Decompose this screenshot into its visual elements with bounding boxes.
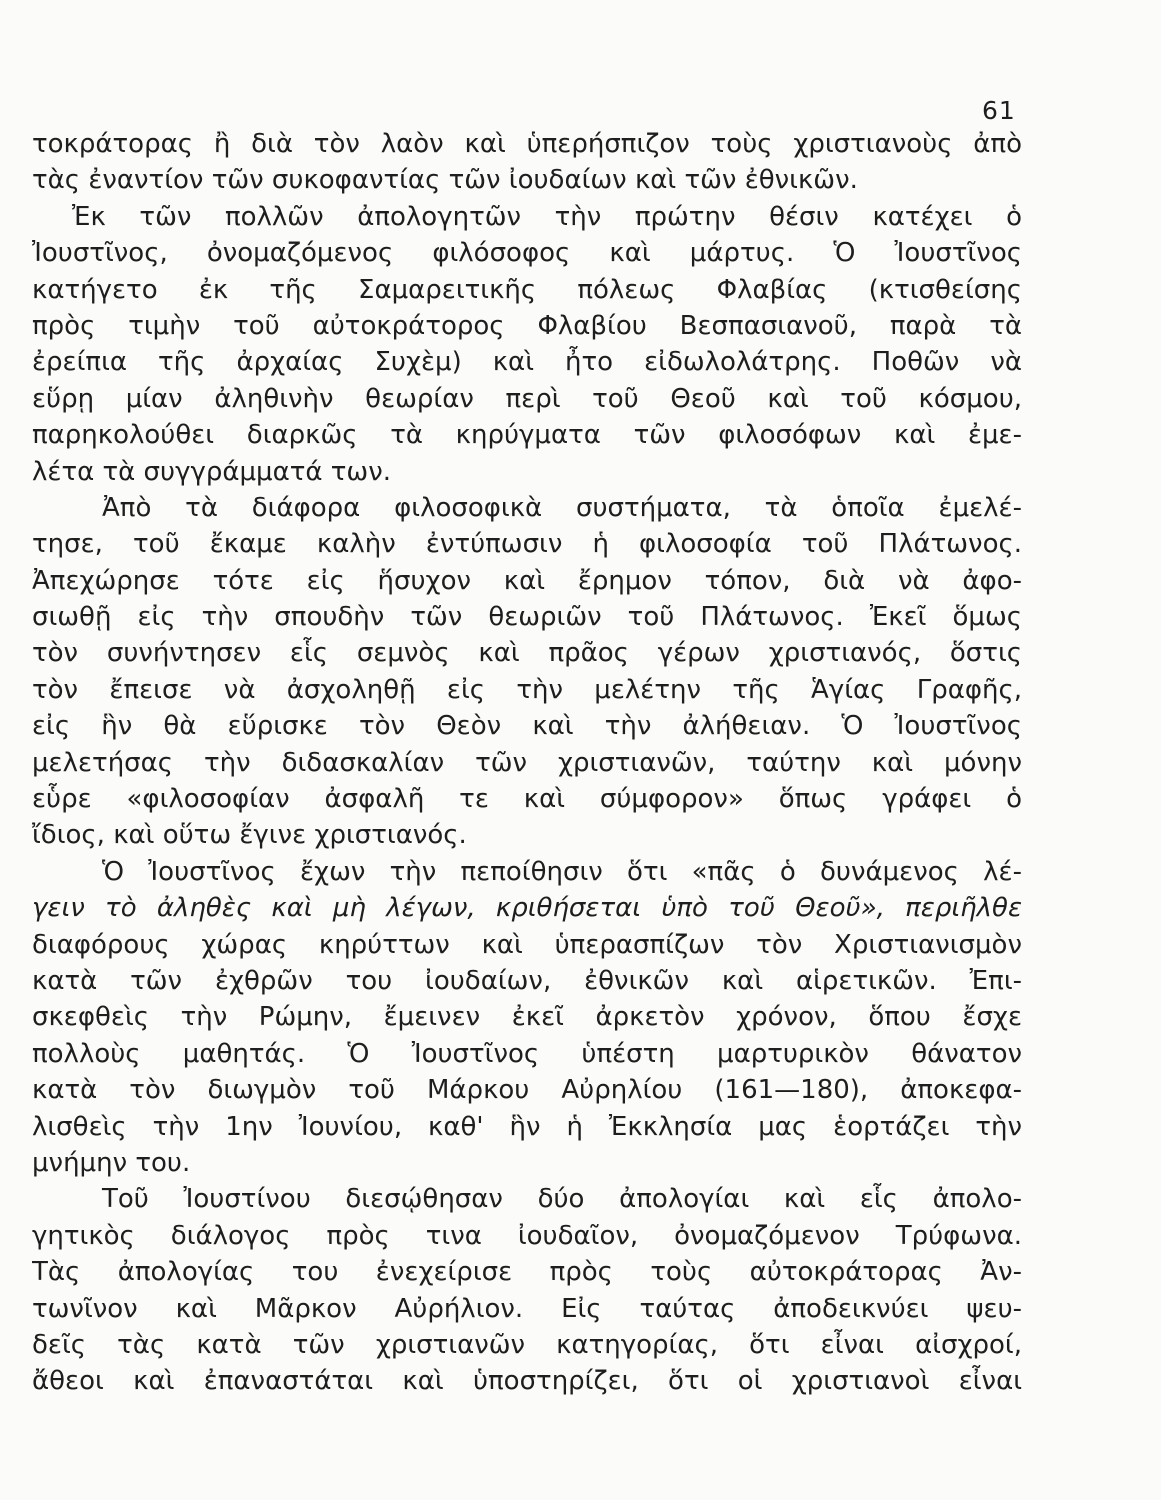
body-text bbox=[32, 126, 1022, 1400]
text-line: δεῖς τὰς κατὰ τῶν χριστιανῶν κατηγορίας, ὅτι εἶναι αἰσχροί, bbox=[32, 1329, 1022, 1360]
text-line: τὸν ἔπεισε νὰ ἀσχοληθῇ εἰς τὴν μελέτην τῆς Ἁγίας Γραφῆς, bbox=[32, 674, 1022, 705]
text-line: σιωθῇ εἰς τὴν σπουδὴν τῶν θεωριῶν τοῦ Πλάτωνος. Ἐκεῖ ὅμως bbox=[32, 602, 1022, 633]
text-line: ἄθεοι καὶ ἐπαναστάται καὶ ὑποστηρίζει, ὅτι οἱ χριστιανοὶ εἶναι bbox=[32, 1366, 1022, 1397]
text-line: τησε, τοῦ ἔκαμε καλὴν ἐντύπωσιν ἡ φιλοσοφία τοῦ Πλάτωνος. bbox=[32, 529, 1022, 560]
text-line: κατήγετο ἐκ τῆς Σαμαρειτικῆς πόλεως Φλαβίας (κτισθείσης bbox=[32, 274, 1022, 305]
text-line: τωνῖνον καὶ Μᾶρκον Αὐρήλιον. Εἰς ταύτας ἀποδεικνύει ψευ- bbox=[32, 1293, 1022, 1324]
text-line: κατὰ τῶν ἐχθρῶν του ἰουδαίων, ἐθνικῶν καὶ αἱρετικῶν. Ἐπι- bbox=[32, 965, 1022, 996]
text-line: εἰς ἣν θὰ εὕρισκε τὸν Θεὸν καὶ τὴν ἀλήθειαν. Ὁ Ἰουστῖνος bbox=[32, 711, 1022, 742]
text-line: εὗρε «φιλοσοφίαν ἀσφαλῆ τε καὶ σύμφορον» ὅπως γράφει ὁ bbox=[32, 784, 1022, 815]
text-line: Ὁ Ἰουστῖνος ἔχων τὴν πεποίθησιν ὅτι «πᾶς ὁ δυνάμενος λέ- bbox=[102, 856, 1022, 887]
text-line: ἴδιος, καὶ οὕτω ἔγινε χριστιανός. bbox=[32, 820, 467, 851]
text-line: μελετήσας τὴν διδασκαλίαν τῶν χριστιανῶν, ταύτην καὶ μόνην bbox=[32, 747, 1022, 778]
text-line: Ἐκ τῶν πολλῶν ἀπολογητῶν τὴν πρώτην θέσιν κατέχει ὁ bbox=[72, 201, 1022, 232]
text-line: διαφόρους χώρας κηρύττων καὶ ὑπερασπίζων τὸν Χριστιανισμὸν bbox=[32, 929, 1022, 960]
text-line: τοκράτορας ἢ διὰ τὸν λαὸν καὶ ὑπερήσπιζον τοὺς χριστιανοὺς ἀπὸ bbox=[32, 129, 1022, 159]
text-line: Ἀπεχώρησε τότε εἰς ἥσυχον καὶ ἔρημον τόπον, διὰ νὰ ἀφο- bbox=[32, 565, 1022, 596]
text-line: Τοῦ Ἰουστίνου διεσῴθησαν δύο ἀπολογίαι καὶ εἷς ἀπολο- bbox=[102, 1184, 1022, 1215]
text-line: εὕρῃ μίαν ἀληθινὴν θεωρίαν περὶ τοῦ Θεοῦ καὶ τοῦ κόσμου, bbox=[32, 383, 1022, 414]
text-line: γειν τὸ ἀληθὲς καὶ μὴ λέγων, κριθήσεται ὑπὸ τοῦ Θεοῦ», περιῆλθε bbox=[32, 893, 1022, 924]
text-line: ἐρείπια τῆς ἀρχαίας Συχὲμ) καὶ ἦτο εἰδωλολάτρης. Ποθῶν νὰ bbox=[32, 347, 1022, 378]
text-line: τὸν συνήντησεν εἷς σεμνὸς καὶ πρᾶος γέρων χριστιανός, ὅστις bbox=[32, 638, 1022, 669]
text-line: λέτα τὰ συγγράμματά των. bbox=[32, 456, 391, 487]
text-line: λισθεὶς τὴν 1ην Ἰουνίου, καθ' ἣν ἡ Ἐκκλησία μας ἑορτάζει τὴν bbox=[32, 1111, 1022, 1142]
text-line: Ἰουστῖνος, ὀνομαζόμενος φιλόσοφος καὶ μάρτυς. Ὁ Ἰουστῖνος bbox=[32, 238, 1022, 269]
text-line: πρὸς τιμὴν τοῦ αὐτοκράτορος Φλαβίου Βεσπασιανοῦ, παρὰ τὰ bbox=[32, 310, 1022, 341]
text-line: γητικὸς διάλογος πρὸς τινα ἰουδαῖον, ὀνομαζόμενον Τρύφωνα. bbox=[32, 1220, 1022, 1251]
text-line: Τὰς ἀπολογίας του ἐνεχείρισε πρὸς τοὺς αὐτοκράτορας Ἀν- bbox=[32, 1257, 1022, 1288]
text-line: τὰς ἐναντίον τῶν συκοφαντίας τῶν ἰουδαίων καὶ τῶν ἐθνικῶν. bbox=[32, 165, 858, 196]
text-line: πολλοὺς μαθητάς. Ὁ Ἰουστῖνος ὑπέστη μαρτυρικὸν θάνατον bbox=[32, 1038, 1022, 1069]
text-line: Ἀπὸ τὰ διάφορα φιλοσοφικὰ συστήματα, τὰ ὁποῖα ἐμελέ- bbox=[102, 492, 1022, 523]
text-line: παρηκολούθει διαρκῶς τὰ κηρύγματα τῶν φιλοσόφων καὶ ἐμε- bbox=[32, 420, 1022, 451]
text-line: σκεφθεὶς τὴν Ρώμην, ἔμεινεν ἐκεῖ ἀρκετὸν χρόνον, ὅπου ἔσχε bbox=[32, 1002, 1022, 1033]
page-number: 61 bbox=[982, 96, 1016, 125]
text-line: κατὰ τὸν διωγμὸν τοῦ Μάρκου Αὐρηλίου (161—180), ἀποκεφα- bbox=[32, 1075, 1022, 1106]
text-line: μνήμην του. bbox=[32, 1147, 191, 1178]
